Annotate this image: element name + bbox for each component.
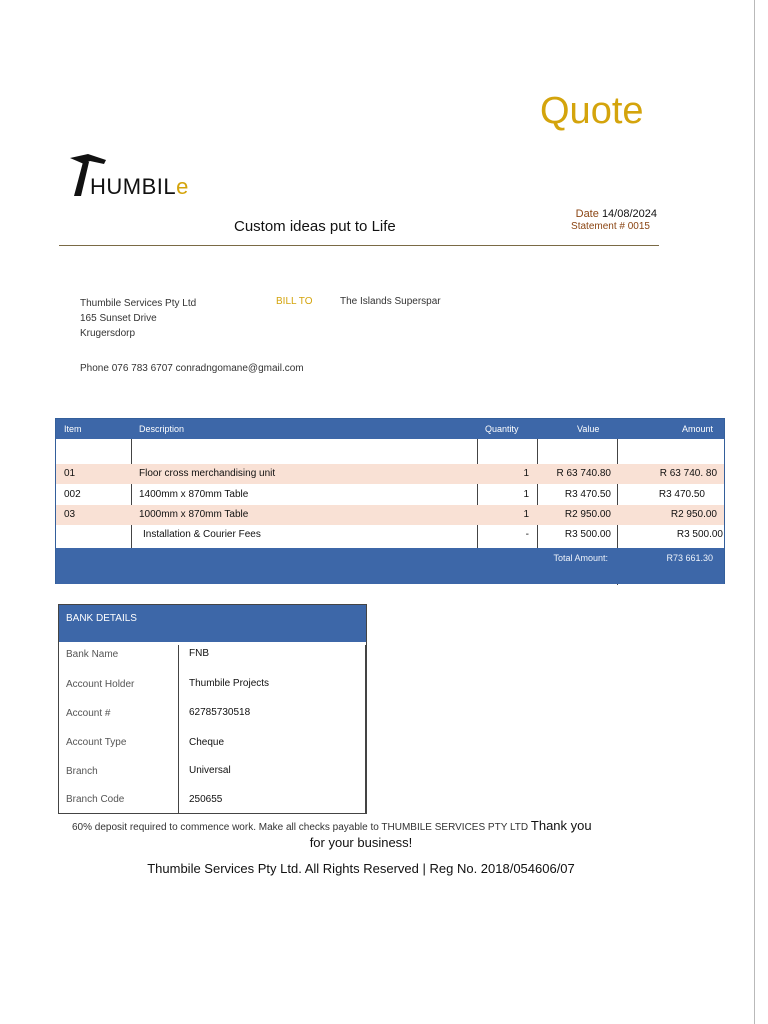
bank-label: Account Type xyxy=(66,737,127,748)
bank-details-header: BANK DETAILS xyxy=(59,605,366,642)
thank-you-continued: for your business! xyxy=(309,835,413,850)
thank-you-text: Thank you xyxy=(530,818,592,833)
company-logo xyxy=(68,152,228,200)
bank-details-table xyxy=(58,604,367,814)
bill-to-name: The Islands Superspar xyxy=(340,296,441,307)
table-row: Installation & Courier Fees - R3 500.00 R3 500.00 xyxy=(143,529,723,540)
table-row: 002 1400mm x 870mm Table 1 R3 470.50 R3 470.50 xyxy=(64,489,705,500)
bank-label: Branch xyxy=(66,766,98,777)
bank-value: FNB xyxy=(189,648,209,659)
table-header xyxy=(56,419,724,439)
sender-city: Krugersdorp xyxy=(80,328,136,339)
document-title: Quote xyxy=(540,90,644,132)
bank-value: 250655 xyxy=(189,794,223,805)
header-value: Value xyxy=(577,424,600,434)
bank-label: Bank Name xyxy=(66,649,119,660)
table-total-bar xyxy=(56,548,724,584)
table-row: 01 Floor cross merchandising unit 1 R 63 740.80 R 63 740. 80 xyxy=(56,464,724,484)
col-divider xyxy=(178,645,179,813)
total-value: R73 661.30 xyxy=(666,553,713,563)
table-row: 03 1000mm x 870mm Table 1 R2 950.00 R2 950.00 xyxy=(56,505,724,525)
bank-label: Account Holder xyxy=(66,679,135,690)
items-table xyxy=(55,418,725,584)
header-divider xyxy=(59,245,659,246)
header-item: Item xyxy=(64,424,82,434)
header-amount: Amount xyxy=(682,424,714,434)
col-divider xyxy=(365,645,366,813)
sender-street: 165 Sunset Drive xyxy=(80,313,157,324)
page-edge-line xyxy=(754,0,755,1024)
bank-label: Account # xyxy=(66,708,111,719)
sender-address xyxy=(80,296,196,341)
bank-value: Thumbile Projects xyxy=(189,678,270,689)
statement-number: Statement # 0015 xyxy=(571,221,650,232)
header-description: Description xyxy=(139,424,185,434)
footer-text: Thumbile Services Pty Ltd. All Rights Reserved | Reg No. 2018/054606/07 xyxy=(147,861,575,876)
header-quantity: Quantity xyxy=(485,424,519,434)
sender-contact: Phone 076 783 6707 conradngomane@gmail.com xyxy=(80,363,304,374)
bank-value: Cheque xyxy=(189,737,225,748)
quote-date: Date 14/08/2024 xyxy=(575,208,657,220)
bill-to-label: BILL TO xyxy=(276,296,313,307)
sender-company: Thumbile Services Pty Ltd xyxy=(80,298,197,309)
logo-wordmark: HUMBILe xyxy=(90,174,189,199)
total-label: Total Amount: xyxy=(553,553,608,563)
bank-value: 62785730518 xyxy=(189,707,251,718)
bank-label: Branch Code xyxy=(66,794,125,805)
deposit-note: 60% deposit required to commence work. Make all checks payable to THUMBILE SERVICES PTY LTD Thank you xyxy=(72,818,592,833)
tagline: Custom ideas put to Life xyxy=(234,218,396,235)
bank-value: Universal xyxy=(189,765,231,776)
